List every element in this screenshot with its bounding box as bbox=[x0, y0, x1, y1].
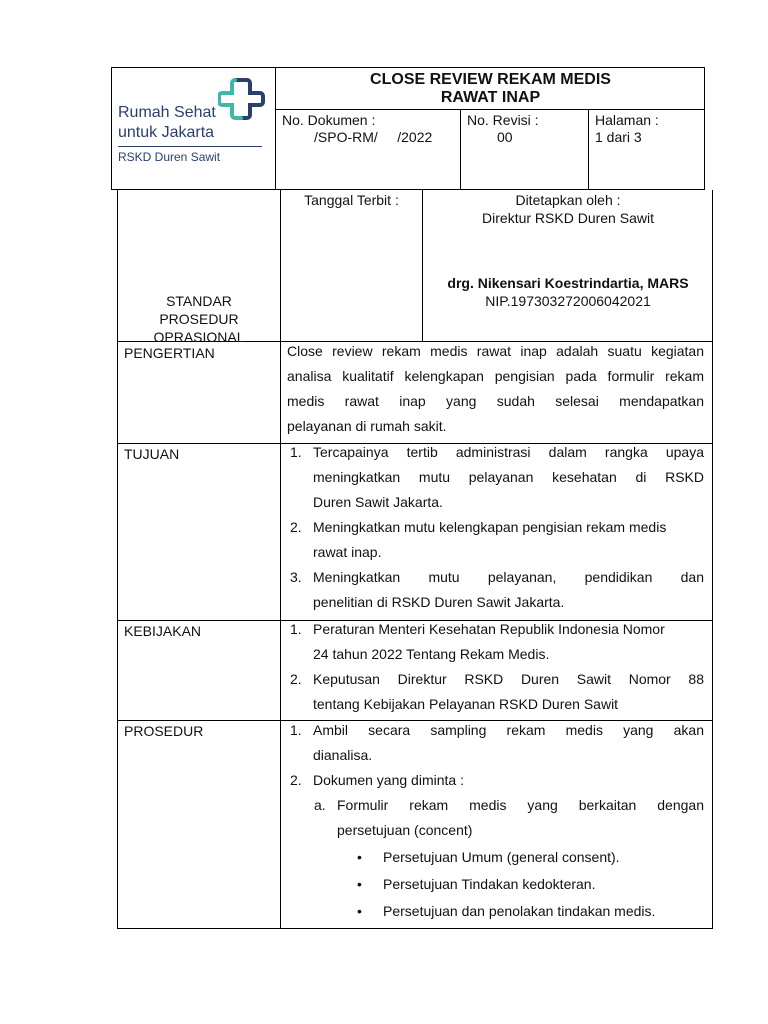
text-line: tentang Kebijakan Pelayanan RSKD Duren Sawit bbox=[313, 696, 619, 712]
list-number: 2. bbox=[290, 519, 302, 535]
text-line: Meningkatkan mutu kelengkapan pengisian rekam medis bbox=[313, 519, 667, 535]
text-line: Peraturan Menteri Kesehatan Republik Indonesia Nomor bbox=[313, 621, 665, 637]
logo-hospital: RSKD Duren Sawit bbox=[118, 150, 221, 164]
bullet-text: Persetujuan Umum (general consent). bbox=[383, 849, 620, 865]
document-title-line1: CLOSE REVIEW REKAM MEDIS bbox=[370, 71, 611, 88]
bullet-text: Persetujuan dan penolakan tindakan medis. bbox=[383, 903, 656, 919]
list-number: 1. bbox=[290, 722, 302, 738]
revision-label: No. Revisi : bbox=[467, 112, 539, 128]
text-line: Close review rekam medis rawat inap adalah suatu kegiatan bbox=[287, 343, 704, 359]
text-line: analisa kualitatif kelengkapan pengisian pada formulir rekam bbox=[287, 368, 704, 384]
list-item bbox=[281, 768, 704, 793]
document-number-value: /SPO-RM/ /2022 bbox=[314, 129, 433, 145]
logo-line1: Rumah Sehat bbox=[118, 104, 216, 121]
approval-divider bbox=[280, 190, 281, 342]
bullet-item bbox=[281, 871, 704, 898]
sop-title-line: OPRASIONAL bbox=[153, 329, 245, 345]
text-line: Dokumen yang diminta : bbox=[313, 772, 464, 788]
list-item bbox=[281, 667, 704, 717]
approved-by-title: Direktur RSKD Duren Sawit bbox=[482, 210, 654, 226]
text-line: Duren Sawit Jakarta. bbox=[313, 494, 443, 510]
section-label-prosedur: PROSEDUR bbox=[124, 723, 204, 739]
text-line: Formulir rekam medis yang berkaitan dengan bbox=[337, 797, 704, 813]
text-line: Tercapainya tertib administrasi dalam rangka upaya bbox=[313, 444, 704, 460]
text-line: penelitian di RSKD Duren Sawit Jakarta. bbox=[313, 594, 565, 610]
list-number: 1. bbox=[290, 444, 302, 460]
text-line: medis rawat inap yang sudah selesai mendapatkan bbox=[287, 393, 704, 409]
revision-value: 00 bbox=[497, 129, 513, 145]
bullet-dot-icon: • bbox=[357, 876, 362, 892]
bullet-item bbox=[281, 844, 704, 871]
approved-by-label: Ditetapkan oleh : bbox=[515, 192, 621, 208]
bullet-text: Persetujuan Tindakan kedokteran. bbox=[383, 876, 596, 892]
hospital-logo bbox=[114, 70, 274, 188]
list-number: 1. bbox=[290, 621, 302, 637]
text-line: Meningkatkan mutu pelayanan, pendidikan dan bbox=[313, 569, 704, 585]
text-line: dianalisa. bbox=[313, 747, 373, 763]
tujuan-list bbox=[281, 440, 704, 615]
list-number: 2. bbox=[290, 772, 302, 788]
text-line: pelayanan di rumah sakit. bbox=[287, 418, 447, 434]
text-line: 24 tahun 2022 Tentang Rekam Medis. bbox=[313, 646, 550, 662]
issue-date-label: Tanggal Terbit : bbox=[304, 192, 399, 208]
bullet-dot-icon: • bbox=[357, 903, 362, 919]
page-label: Halaman : bbox=[595, 112, 659, 128]
signer bbox=[423, 274, 713, 310]
text-line: persetujuan (concent) bbox=[337, 822, 473, 838]
sop-title-line: PROSEDUR bbox=[159, 311, 239, 327]
text-line: Keputusan Direktur RSKD Duren Sawit Nomor 88 bbox=[313, 671, 704, 687]
sop-title-line: STANDAR bbox=[166, 293, 232, 309]
document-number-label: No. Dokumen : bbox=[282, 112, 376, 128]
text-line: Ambil secara sampling rekam medis yang akan bbox=[313, 722, 704, 738]
section-label-pengertian: PENGERTIAN bbox=[124, 345, 215, 361]
section-label-tujuan: TUJUAN bbox=[124, 446, 180, 462]
list-item bbox=[281, 440, 704, 515]
list-number: 2. bbox=[290, 671, 302, 687]
list-item bbox=[281, 515, 704, 565]
header-divider bbox=[588, 109, 589, 190]
approved-by bbox=[423, 191, 713, 227]
page-value: 1 dari 3 bbox=[595, 129, 642, 145]
header-divider bbox=[460, 109, 461, 190]
logo-underline bbox=[118, 146, 262, 147]
text-line: rawat inap. bbox=[313, 544, 382, 560]
signer-name: drg. Nikensari Koestrindartia, MARS bbox=[447, 275, 689, 291]
list-item bbox=[281, 617, 704, 667]
section-label-kebijakan: KEBIJAKAN bbox=[124, 623, 202, 639]
bullet-dot-icon: • bbox=[357, 849, 362, 865]
list-number: 3. bbox=[290, 569, 302, 585]
list-item bbox=[281, 565, 704, 615]
bullet-item bbox=[281, 898, 704, 925]
list-item bbox=[281, 718, 704, 768]
document-title bbox=[276, 71, 705, 107]
sub-item-letter: a. bbox=[314, 797, 326, 813]
logo-line2: untuk Jakarta bbox=[118, 124, 215, 141]
signer-nip: NIP.197303272006042021 bbox=[485, 293, 651, 309]
pengertian-text bbox=[287, 339, 704, 439]
text-line: meningkatkan mutu pelayanan kesehatan di RSKD bbox=[313, 469, 704, 485]
kebijakan-list bbox=[281, 617, 704, 717]
medical-cross-icon bbox=[218, 76, 266, 124]
prosedur-list bbox=[281, 718, 704, 925]
sub-item bbox=[281, 793, 704, 843]
sop-title bbox=[118, 292, 280, 346]
document-title-line2: RAWAT INAP bbox=[440, 89, 541, 106]
header-divider bbox=[275, 109, 705, 110]
